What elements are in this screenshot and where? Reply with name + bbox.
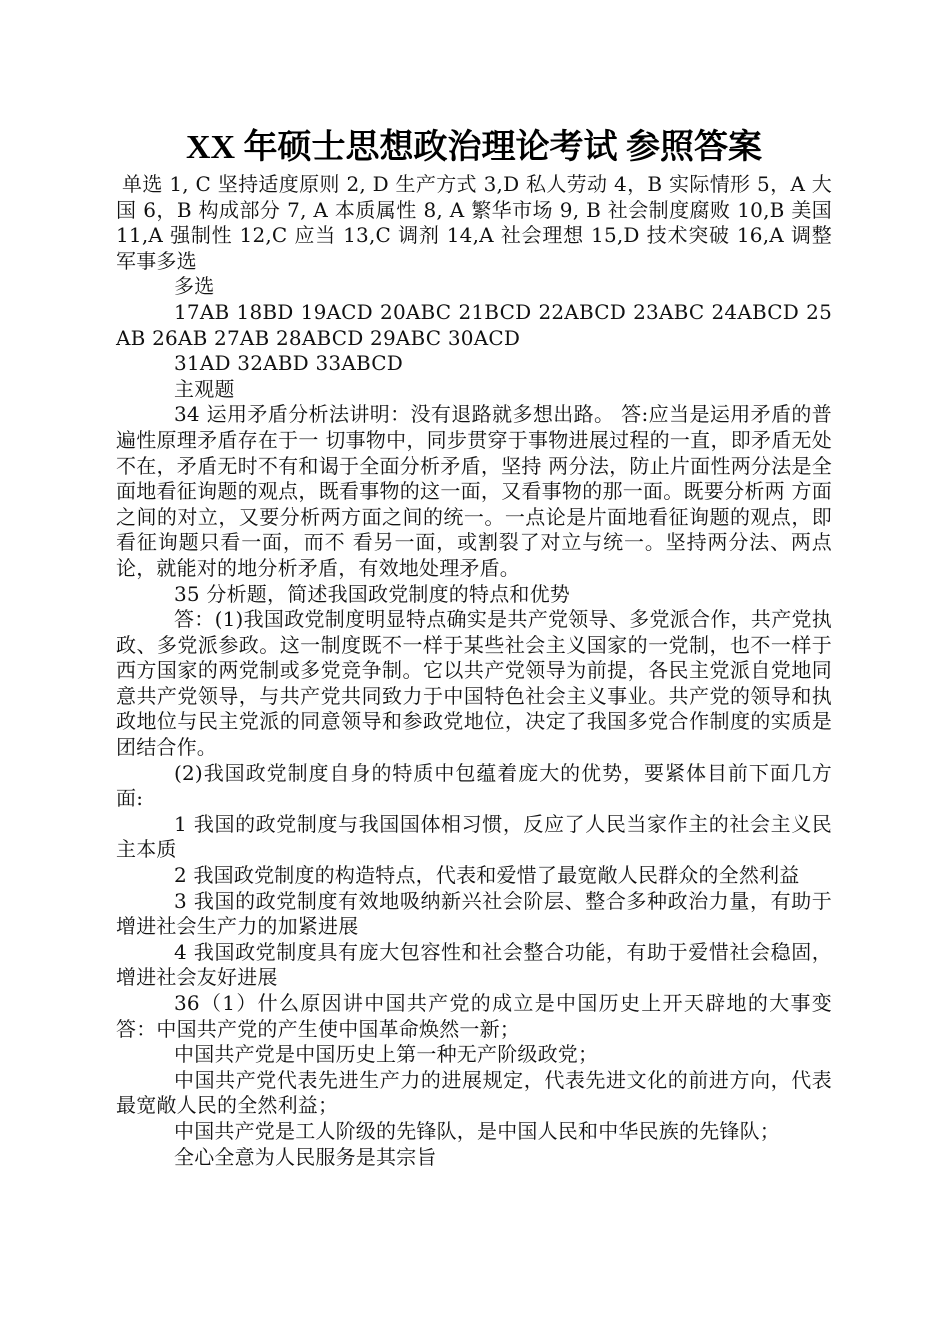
question-36-point-2: 中国共产党代表先进生产力的进展规定，代表先进文化的前进方向，代表最宽敞人民的全然利益； [116,1067,832,1118]
question-35-answer-part-2: (2)我国政党制度自身的特质中包蕴着庞大的优势，要紧体目前下面几方面: [116,760,832,811]
question-35-point-1: 1 我国的政党制度与我国国体相习惯，反应了人民当家作主的社会主义民主本质 [116,811,832,862]
question-36-point-3: 中国共产党是工人阶级的先锋队，是中国人民和中华民族的先锋队； [174,1118,780,1143]
multi-choice-answers-2: 31AD 32ABD 33ABCD [174,351,403,376]
question-35-answer-part-1: 答：(1)我国政党制度明显特点确实是共产党领导、多党派合作，共产党执政、多党派参政。这一制度既不一样于某些社会主义国家的一党制，也不一样于西方国家的两党制或多党竞争制。它以共产党领导为前提，各民主党派自党地同意共产党领导，与共产党共同致力于中国特色社会主义事业。共产党的领导和执政地位与民主党派的同意领导和参政党地位，决定了我国多党合作制度的实质是团结合作。 [116,607,832,760]
question-36-point-4: 全心全意为人民服务是其宗旨 [174,1144,437,1169]
document-title: XX 年硕士思想政治理论考试 参照答案 [185,129,763,166]
question-36-point-1: 中国共产党是中国历史上第一种无产阶级政党； [174,1042,599,1067]
multi-choice-heading: 多选 [174,274,215,299]
subjective-heading: 主观题 [174,376,235,401]
single-choice-answers: 单选 1, C 坚持适度原则 2, D 生产方式 3,D 私人劳动 4，B 实际情形 5，A 大国 6，B 构成部分 7, A 本质属性 8, A 繁华市场 9, B 社会制度腐败 10,B 美国 11,A 强制性 12,C 应当 13,C 调剂 14,A 社会理想 15,D 技术突破 16,A 调整军事多选 [116,172,832,273]
question-35-point-4: 4 我国政党制度具有庞大包容性和社会整合功能，有助于爱惜社会稳固，增进社会友好进展 [116,939,832,990]
question-36-prompt: 36（1）什么原因讲中国共产党的成立是中国历史上开天辟地的大事变答：中国共产党的产生使中国革命焕然一新； [116,991,832,1041]
question-35-point-2: 2 我国政党制度的构造特点，代表和爱惜了最宽敞人民群众的全然利益 [174,863,800,888]
document-page [116,126,832,1170]
question-34-answer: 34 运用矛盾分析法讲明：没有退路就多想出路。 答:应当是运用矛盾的普遍性原理矛盾存在于一 切事物中，同步贯穿于事物进展过程的一直，即矛盾无处不在，矛盾无时不有和谒于全面分析矛盾，坚持 两分法，防止片面性两分法是全面地看征询题的观点，既看事物的这一面，又看事物的那一面。既要分析两 方面之间的对立，又要分析两方面之间的统一。一点论是片面地看征询题的观点，即看征询题只看一面，而不 看另一面，或割裂了对立与统一。坚持两分法、两点论，就能对的地分析矛盾，有效地处理矛盾。 [116,402,832,580]
multi-choice-answers-1: 17AB 18BD 19ACD 20ABC 21BCD 22ABCD 23ABC 24ABCD 25AB 26AB 27AB 28ABCD 29ABC 30ACD [116,299,832,350]
question-35-point-3: 3 我国的政党制度有效地吸纳新兴社会阶层、整合多种政治力量，有助于增进社会生产力的加紧进展 [116,888,832,939]
question-35-prompt: 35 分析题，简述我国政党制度的特点和优势 [174,581,571,606]
